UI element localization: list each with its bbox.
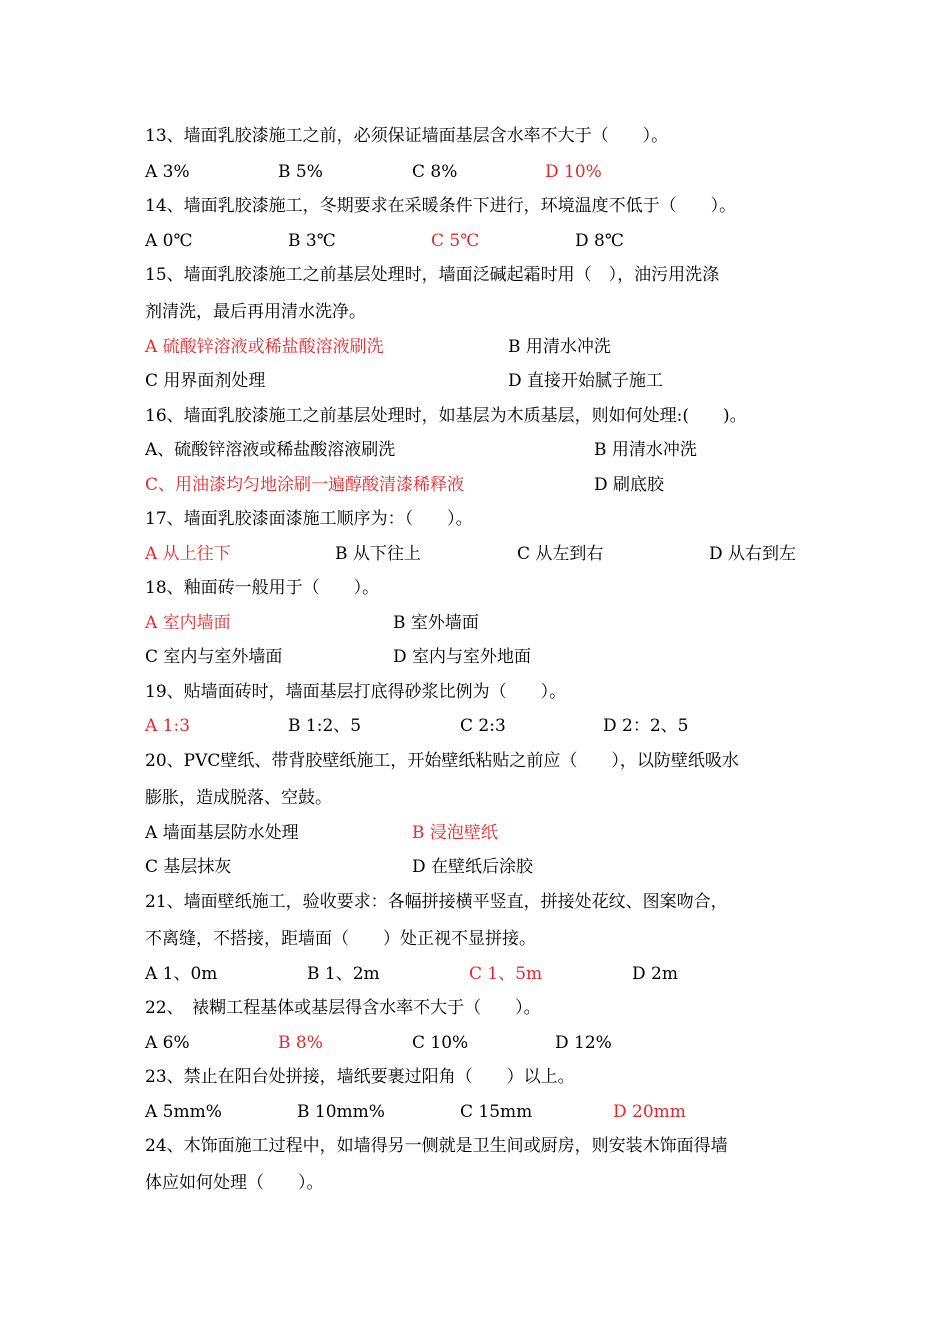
question-18: 18、釉面砖一般用于（ ）。 bbox=[145, 578, 380, 598]
question-17: 17、墙面乳胶漆面漆施工顺序为：（ ）。 bbox=[145, 509, 473, 529]
q18-option-d: D 室内与室外地面 bbox=[393, 647, 532, 667]
q16-option-c-answer: C、用油漆均匀地涂刷一遍醇酸清漆稀释液 bbox=[145, 475, 465, 495]
q23-option-a: A 5mm% bbox=[145, 1102, 222, 1122]
question-15-line-2: 剂清洗，最后再用清水洗净。 bbox=[145, 302, 366, 322]
q14-option-a: A 0℃ bbox=[145, 231, 193, 251]
q21-option-b: B 1、2m bbox=[307, 964, 380, 984]
q15-option-a-answer: A 硫酸锌溶液或稀盐酸溶液刷洗 bbox=[145, 337, 384, 357]
question-24-line-1: 24、木饰面施工过程中，如墙得另一侧就是卫生间或厨房，则安装木饰面得墙 bbox=[145, 1136, 728, 1156]
q13-option-b: B 5% bbox=[278, 162, 323, 182]
q19-option-c: C 2:3 bbox=[460, 716, 506, 736]
q18-option-a-answer: A 室内墙面 bbox=[145, 613, 231, 633]
q20-option-d: D 在壁纸后涂胶 bbox=[412, 857, 534, 877]
q14-option-c-answer: C 5℃ bbox=[431, 231, 480, 251]
q14-option-b: B 3℃ bbox=[288, 231, 336, 251]
q16-option-b: B 用清水冲洗 bbox=[594, 440, 697, 460]
question-21-line-1: 21、墙面壁纸施工，验收要求：各幅拼接横平竖直，拼接处花纹、图案吻合， bbox=[145, 892, 728, 912]
q16-option-a: A、硫酸锌溶液或稀盐酸溶液刷洗 bbox=[145, 440, 396, 460]
question-22: 22、 裱糊工程基体或基层得含水率不大于（ ）。 bbox=[145, 998, 541, 1018]
q19-option-a-answer: A 1:3 bbox=[145, 716, 191, 736]
q15-option-b: B 用清水冲洗 bbox=[508, 337, 611, 357]
q22-option-d: D 12% bbox=[555, 1033, 612, 1053]
q17-option-b: B 从下往上 bbox=[335, 544, 421, 564]
q20-option-b-answer: B 浸泡壁纸 bbox=[412, 823, 498, 843]
question-13: 13、墙面乳胶漆施工之前，必须保证墙面基层含水率不大于（ ）。 bbox=[145, 126, 669, 146]
q16-option-d: D 刷底胶 bbox=[594, 475, 665, 495]
q21-option-c-answer: C 1、5m bbox=[469, 964, 543, 984]
q18-option-c: C 室内与室外墙面 bbox=[145, 647, 283, 667]
question-24-line-2: 体应如何处理（ ）。 bbox=[145, 1173, 324, 1193]
question-20-line-2: 膨胀，造成脱落、空鼓。 bbox=[145, 788, 332, 808]
q13-option-d-answer: D 10% bbox=[545, 162, 602, 182]
question-15-line-1: 15、墙面乳胶漆施工之前基层处理时，墙面泛碱起霜时用（ ），油污用洗涤 bbox=[145, 265, 720, 285]
q18-option-b: B 室外墙面 bbox=[393, 613, 479, 633]
q14-option-d: D 8℃ bbox=[575, 231, 624, 251]
question-19: 19、贴墙面砖时，墙面基层打底得砂浆比例为（ ）。 bbox=[145, 682, 567, 702]
q21-option-d: D 2m bbox=[632, 964, 678, 984]
q20-option-c: C 基层抹灰 bbox=[145, 857, 232, 877]
q23-option-c: C 15mm bbox=[460, 1102, 533, 1122]
q15-option-d: D 直接开始腻子施工 bbox=[508, 371, 664, 391]
question-21-line-2: 不离缝，不搭接，距墙面（ ）处正视不显拼接。 bbox=[145, 929, 536, 949]
q19-option-d: D 2：2、5 bbox=[603, 716, 689, 736]
q22-option-a: A 6% bbox=[145, 1033, 190, 1053]
question-16: 16、墙面乳胶漆施工之前基层处理时，如基层为木质基层，则如何处理:( )。 bbox=[145, 406, 747, 426]
q22-option-b-answer: B 8% bbox=[278, 1033, 323, 1053]
q22-option-c: C 10% bbox=[412, 1033, 469, 1053]
q21-option-a: A 1、0m bbox=[145, 964, 218, 984]
q17-option-d: D 从右到左 bbox=[709, 544, 797, 564]
q17-option-c: C 从左到右 bbox=[517, 544, 604, 564]
question-14: 14、墙面乳胶漆施工，冬期要求在采暖条件下进行，环境温度不低于（ ）。 bbox=[145, 196, 737, 216]
question-20-line-1: 20、PVC壁纸、带背胶壁纸施工，开始壁纸粘贴之前应（ ），以防壁纸吸水 bbox=[145, 751, 739, 771]
q15-option-c: C 用界面剂处理 bbox=[145, 371, 266, 391]
q19-option-b: B 1:2、5 bbox=[288, 716, 362, 736]
q20-option-a: A 墙面基层防水处理 bbox=[145, 823, 299, 843]
q13-option-a: A 3% bbox=[145, 162, 190, 182]
q13-option-c: C 8% bbox=[412, 162, 458, 182]
q23-option-b: B 10mm% bbox=[297, 1102, 385, 1122]
question-23: 23、禁止在阳台处拼接，墙纸要裹过阳角（ ）以上。 bbox=[145, 1067, 575, 1087]
q23-option-d-answer: D 20mm bbox=[613, 1102, 686, 1122]
q17-option-a-answer: A 从上往下 bbox=[145, 544, 231, 564]
